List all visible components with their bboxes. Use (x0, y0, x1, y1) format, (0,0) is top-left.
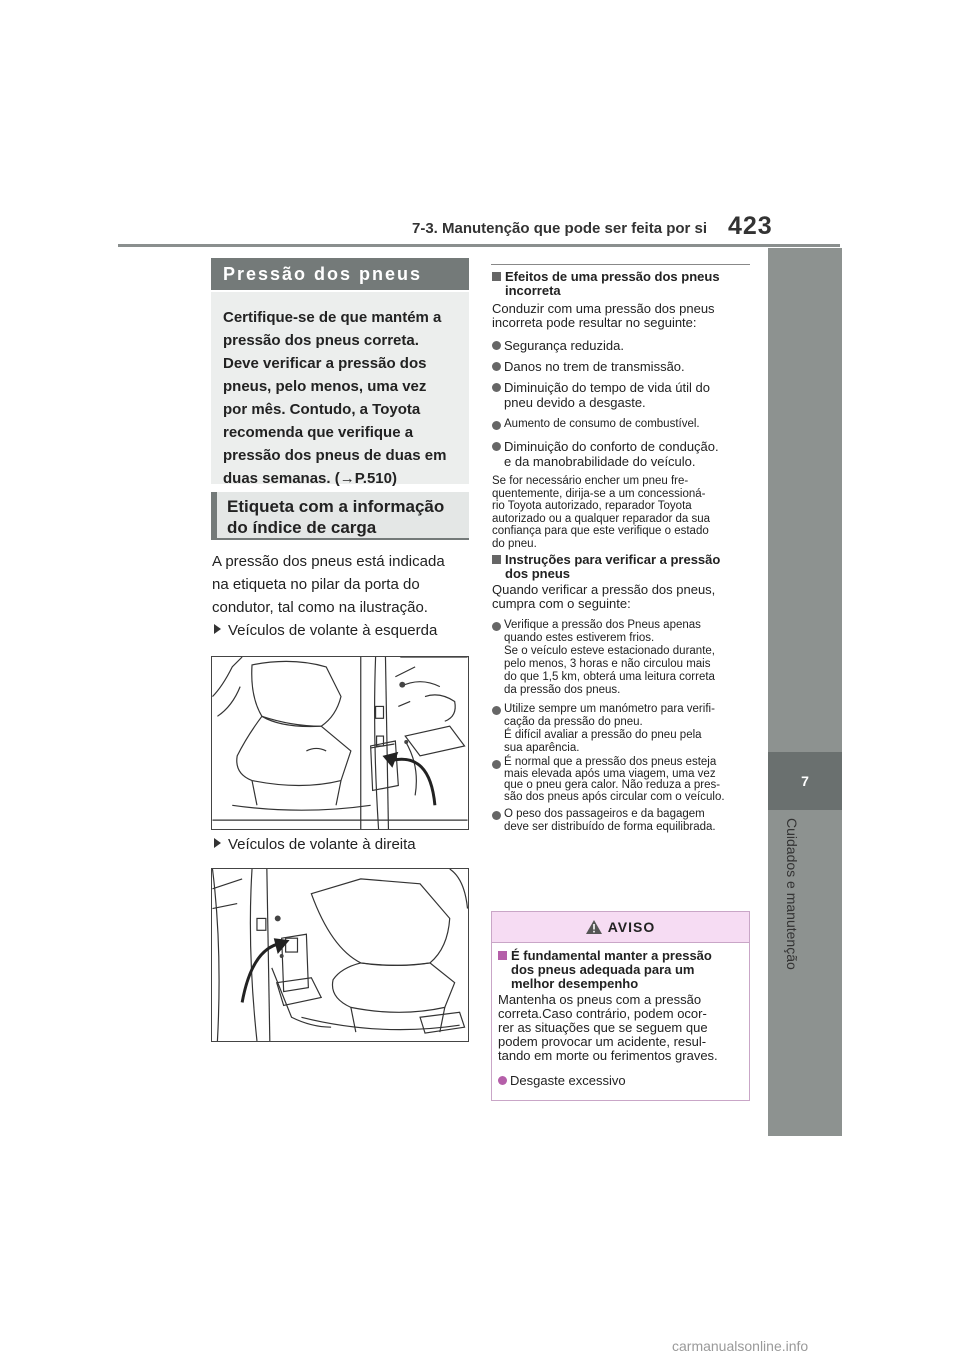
square-bullet-icon (492, 555, 501, 564)
bullet-line: Aumento de consumo de combustível. (504, 418, 700, 430)
section2-line: do índice de carga (227, 518, 377, 537)
bullet-line: Segurança reduzida. (504, 338, 624, 353)
illustration-lhd-door-pillar (211, 656, 469, 830)
footer-watermark: carmanualsonline.info (672, 1338, 809, 1354)
subhead-effects (492, 270, 750, 298)
warning-paragraph (498, 993, 743, 1063)
chapter-title: Cuidados e manutenção (784, 818, 800, 970)
bullet-line: Danos no trem de transmissão. (504, 359, 685, 374)
item-rhd-label: Veículos de volante à direita (228, 836, 416, 853)
para-line: do pneu. (492, 537, 537, 550)
para-line: Quando verificar a pressão dos pneus, (492, 582, 716, 597)
warning-box (491, 911, 750, 1101)
subhead-line: Instruções para verificar a pressão (505, 552, 721, 567)
body-line: condutor, tal como na ilustração. (212, 599, 428, 616)
para-effects (492, 302, 750, 330)
intro-box (211, 292, 469, 487)
list-item (492, 619, 750, 697)
warning-triangle-icon (586, 920, 602, 934)
bullet-line: pelo menos, 3 horas e não circulou mais (504, 658, 711, 670)
chapter-side-tab (768, 248, 842, 1136)
warning-bullet-line: Desgaste excessivo (510, 1073, 626, 1088)
bullet-line: Verifique a pressão dos Pneus apenas (504, 619, 701, 631)
arrow-right-icon (214, 624, 221, 634)
warning-subhead-line: melhor desempenho (511, 976, 639, 991)
subhead-instructions (492, 553, 750, 581)
warning-line: podem provocar um acidente, resul- (498, 1034, 707, 1049)
body-line: A pressão dos pneus está indicada (212, 553, 445, 570)
bullet-line: do que 1,5 km, obterá uma leitura correta (504, 671, 715, 683)
para-instructions (492, 583, 750, 611)
item-lhd-label: Veículos de volante à esquerda (228, 622, 438, 639)
intro-line: Deve verificar a pressão dos (223, 355, 427, 372)
running-header-title: 7-3. Manutenção que pode ser feita por si (412, 220, 708, 237)
warning-subhead-line: É fundamental manter a pressão (511, 948, 712, 963)
bullet-line: quando estes estiverem frios. (504, 632, 655, 644)
header-rule (118, 244, 840, 247)
chapter-number: 7 (768, 752, 842, 810)
item-rhd (214, 836, 416, 853)
para-line: rio Toyota autorizado, reparador Toyota (492, 500, 692, 512)
para-line: Se for necessário encher um pneu fre- (492, 475, 689, 487)
intro-line: por mês. Contudo, a Toyota (223, 401, 421, 418)
warning-header (492, 912, 749, 943)
bullet-line: mais elevada após uma viagem, uma vez (504, 767, 716, 780)
list-item (492, 808, 750, 834)
bullet-dot-icon (492, 341, 501, 350)
list-item (492, 703, 750, 755)
intro-line: duas semanas. (→P.510) (223, 470, 397, 487)
right-top-rule (491, 264, 750, 265)
para-line: quentemente, dirija-se a um concessioná- (492, 487, 706, 500)
bullet-line: pneu devido a desgaste. (504, 395, 646, 410)
warning-line: tando em morte ou ferimentos graves. (498, 1048, 718, 1063)
bullet-dot-icon (492, 383, 501, 392)
intro-line: pressão dos pneus correta. (223, 332, 419, 349)
bullet-line: e da manobrabilidade do veículo. (504, 454, 696, 469)
body-paragraph (212, 550, 470, 619)
bullet-line: Diminuição do tempo de vida útil do (504, 380, 710, 395)
para-line: cumpra com o seguinte: (492, 596, 631, 611)
bullet-line: sua aparência. (504, 742, 580, 754)
bullet-line: deve ser distribuído de forma equilibrada. (504, 821, 716, 833)
list-item (492, 359, 750, 374)
arrow-right-icon (214, 838, 221, 848)
bullet-dot-icon (492, 622, 501, 631)
bullet-line: É normal que a pressão dos pneus esteja (504, 756, 717, 768)
bullet-line: cação da pressão do pneu. (504, 716, 643, 728)
bullet-dot-icon (492, 442, 501, 451)
list-item (492, 757, 750, 803)
page-number: 423 (728, 212, 773, 240)
body-line: na etiqueta no pilar da porta do (212, 576, 420, 593)
right-column (492, 270, 750, 834)
square-bullet-icon (498, 951, 507, 960)
bullet-dot-icon (492, 362, 501, 371)
square-bullet-icon (492, 272, 501, 281)
warning-line: Mantenha os pneus com a pressão (498, 992, 702, 1007)
subhead-line: Efeitos de uma pressão dos pneus (505, 269, 720, 284)
bullet-dot-icon (492, 421, 501, 430)
subhead-line: dos pneus (505, 566, 571, 581)
section-title-load-label (211, 492, 469, 540)
bullet-line: O peso dos passageiros e da bagagem (504, 808, 705, 820)
bullet-line: Diminuição do conforto de condução. (504, 439, 719, 454)
warning-list-item (498, 1073, 743, 1088)
warning-subhead (498, 949, 743, 991)
para-line: confiança para que este verifique o estado (492, 525, 709, 537)
bullet-dot-icon (498, 1076, 507, 1085)
para-line: incorreta pode resultar no seguinte: (492, 315, 697, 330)
intro-line: pneus, pelo menos, uma vez (223, 378, 427, 395)
list-item (492, 439, 750, 469)
para-line: autorizado ou a qualquer reparador da sua (492, 512, 711, 525)
warning-line: correta.Caso contrário, podem ocor- (498, 1006, 707, 1021)
list-item (492, 380, 750, 410)
bullet-line: Utilize sempre um manómetro para verifi- (504, 703, 715, 715)
list-item (492, 418, 750, 431)
warning-title: AVISO (607, 919, 656, 935)
bullet-dot-icon (492, 706, 501, 715)
para-line: Conduzir com uma pressão dos pneus (492, 301, 715, 316)
warning-line: rer as situações que se seguem que (498, 1020, 708, 1035)
warning-body (492, 943, 749, 1088)
intro-line: Certifique-se de que mantém a (223, 309, 442, 326)
bullet-dot-icon (492, 760, 501, 769)
para-refill-advice (492, 475, 750, 550)
bullet-line: são dos pneus após circular com o veículo. (504, 790, 725, 803)
bullet-dot-icon (492, 811, 501, 820)
intro-line: recomenda que verifique a (223, 424, 414, 441)
bullet-line: da pressão dos pneus. (504, 684, 621, 696)
subhead-line: incorreta (505, 283, 561, 298)
bullet-line: É difícil avaliar a pressão do pneu pela (504, 729, 702, 741)
section-title-tire-pressure: Pressão dos pneus (211, 258, 469, 290)
intro-line: pressão dos pneus de duas em (223, 447, 447, 464)
bullet-line: Se o veículo esteve estacionado durante, (504, 645, 715, 657)
item-lhd (214, 622, 437, 639)
illustration-rhd-door-pillar (211, 868, 469, 1042)
list-item (492, 338, 750, 353)
bullet-line: que o pneu gera calor. Não reduza a pres- (504, 779, 721, 791)
section2-line: Etiqueta com a informação (227, 497, 445, 516)
warning-subhead-line: dos pneus adequada para um (511, 962, 695, 977)
